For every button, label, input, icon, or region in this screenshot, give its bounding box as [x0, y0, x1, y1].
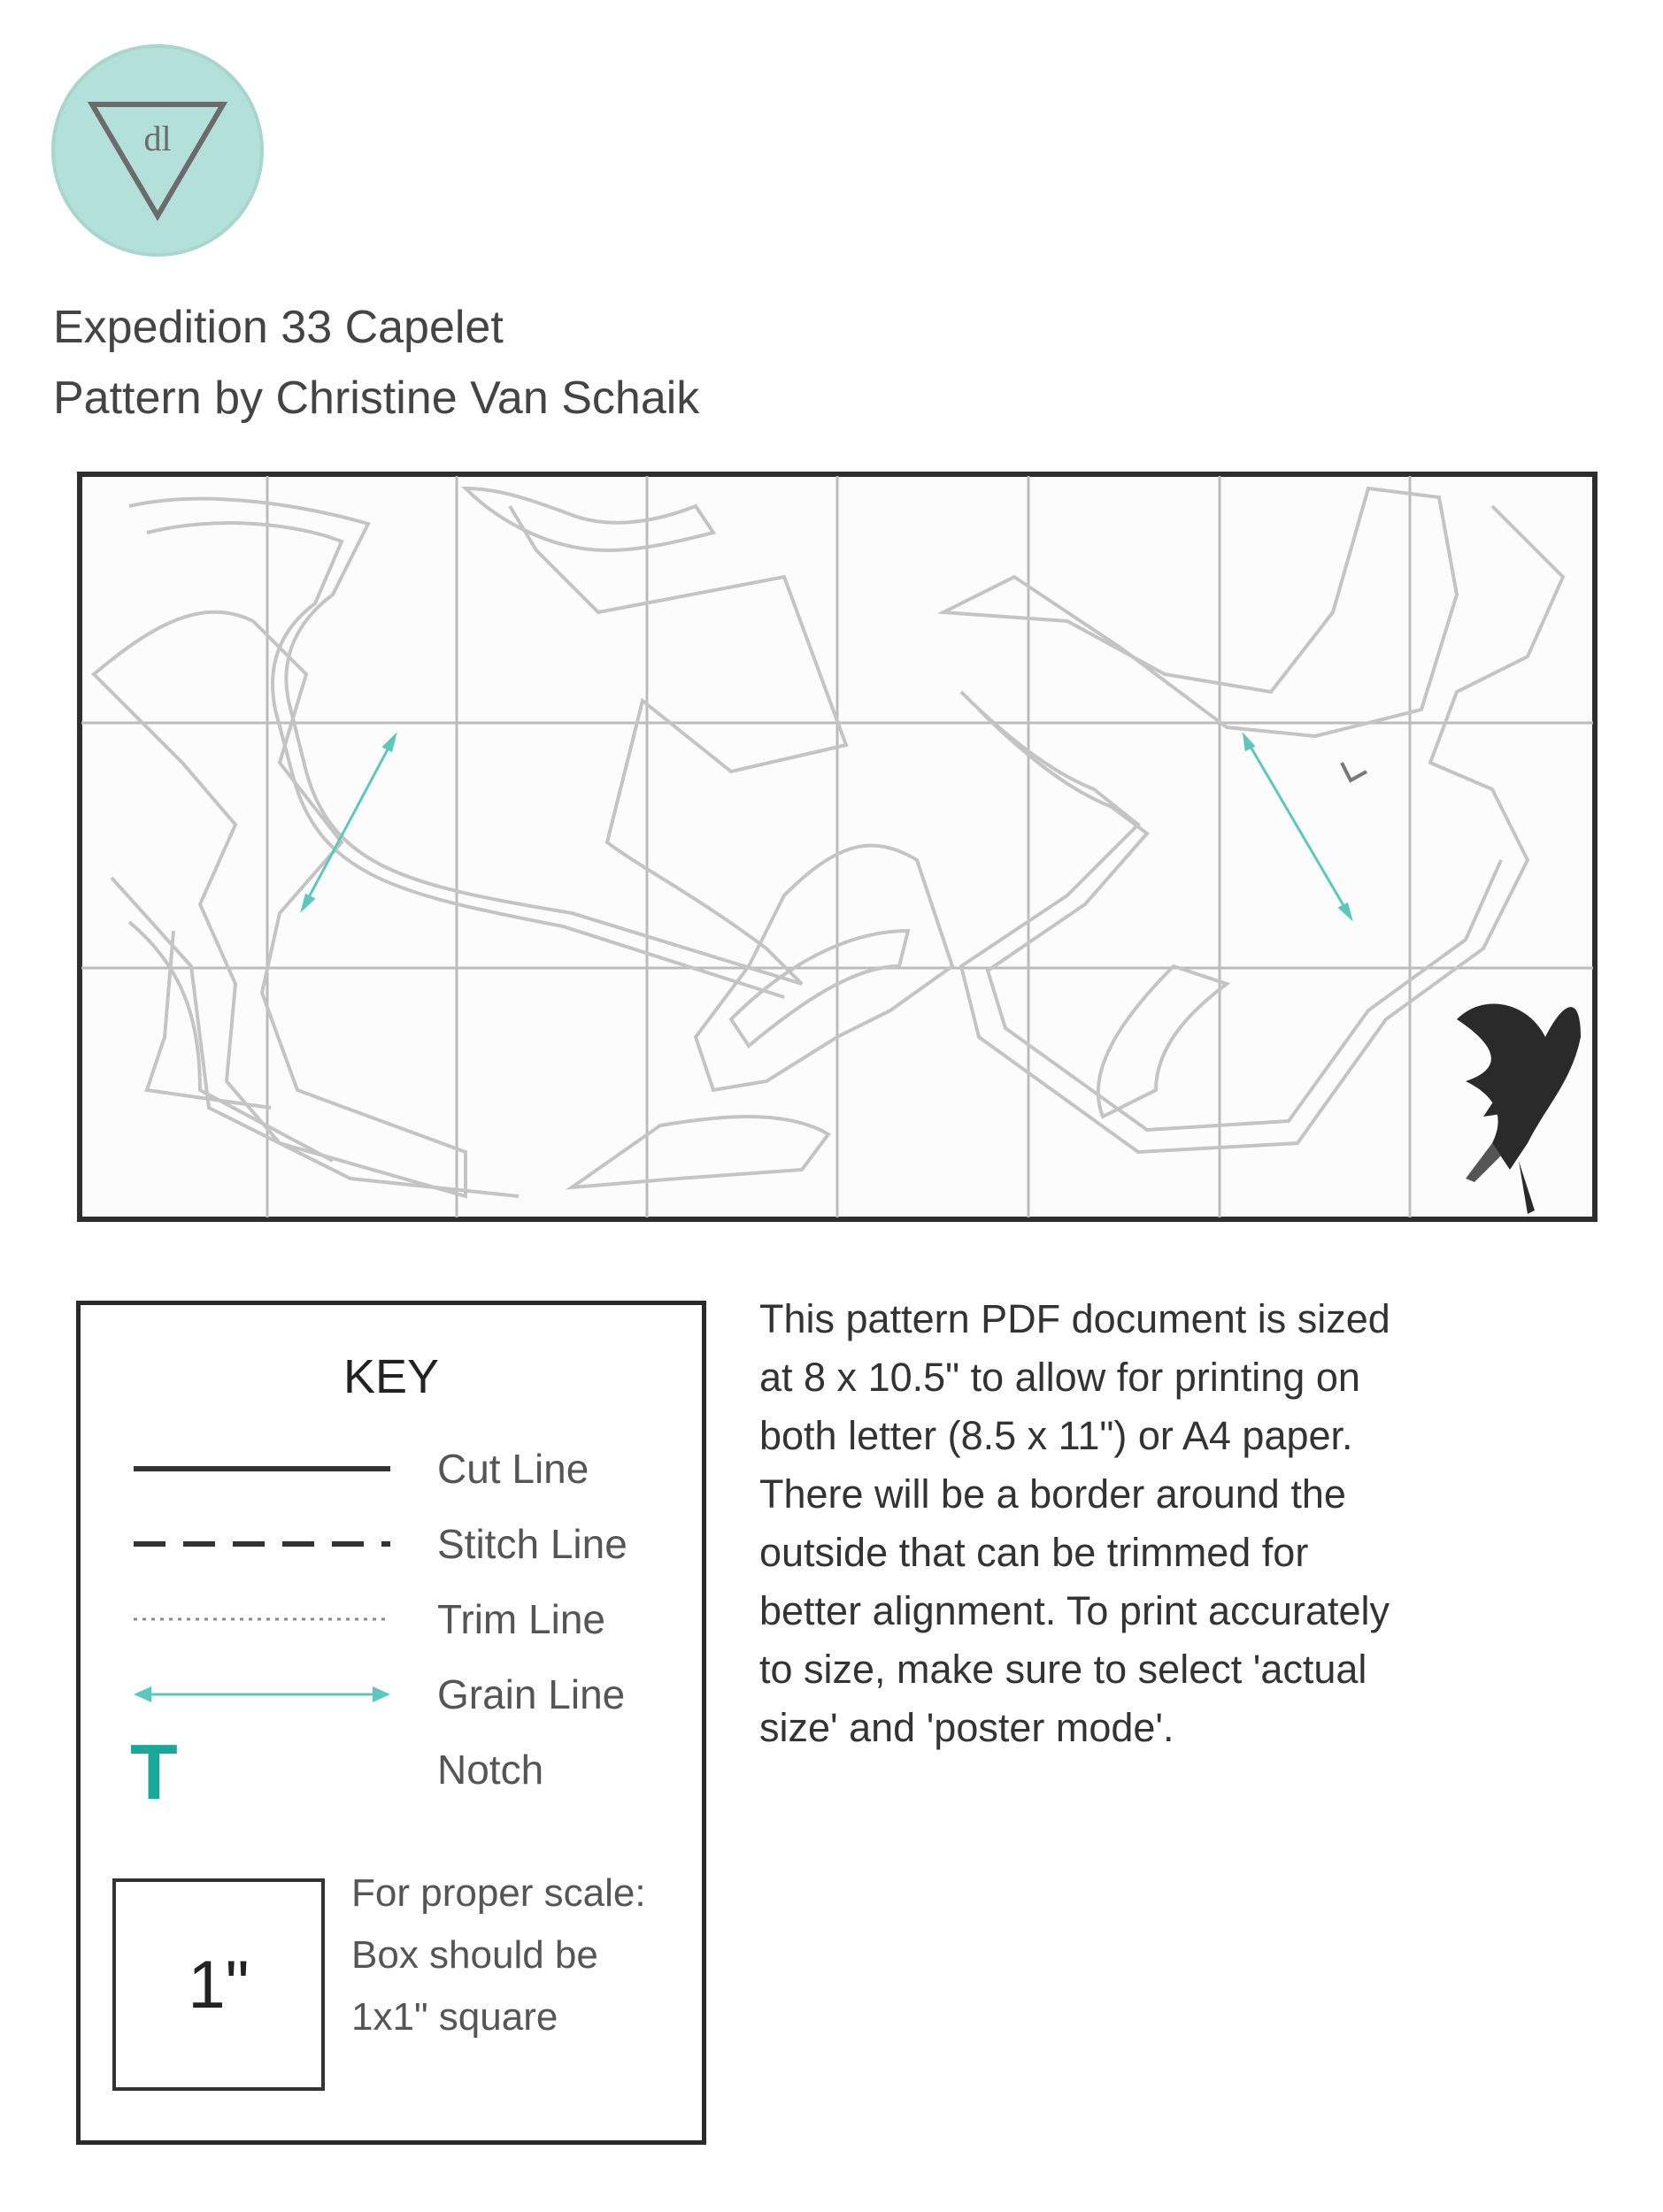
- scale-check-box: [112, 1878, 325, 2091]
- key-row-trim-line: [125, 1588, 674, 1650]
- info-line: This pattern PDF document is sized: [759, 1296, 1390, 1341]
- designer-logo: [50, 42, 266, 258]
- pattern-author: Pattern by Christine Van Schaik: [53, 373, 700, 424]
- scale-text-line: 1x1" square: [351, 1995, 558, 2039]
- info-line: both letter (8.5 x 11") or A4 paper.: [759, 1413, 1353, 1458]
- stitch-line-label: Stitch Line: [437, 1521, 627, 1567]
- printing-instructions: [759, 1290, 1644, 1757]
- grain-line-icon: [125, 1663, 399, 1725]
- key-row-cut-line: [125, 1438, 674, 1500]
- pattern-key-legend: [76, 1301, 706, 2145]
- key-row-grain-line: [125, 1663, 674, 1725]
- notch-label: Notch: [437, 1747, 544, 1793]
- cut-line-sample: [125, 1438, 399, 1500]
- key-row-stitch-line: [125, 1513, 674, 1575]
- key-row-notch: [125, 1739, 674, 1801]
- scale-instructions: [351, 1863, 705, 2048]
- pattern-title: Expedition 33 Capelet: [53, 302, 504, 353]
- info-line: at 8 x 10.5" to allow for printing on: [759, 1355, 1360, 1400]
- grain-line-label: Grain Line: [437, 1671, 626, 1717]
- trim-line-sample: [125, 1588, 399, 1650]
- svg-text:T: T: [130, 1739, 178, 1801]
- logo-text: dl: [143, 119, 172, 158]
- notch-icon: [125, 1739, 399, 1801]
- info-line: to size, make sure to select 'actual: [759, 1647, 1367, 1692]
- stitch-line-sample: [125, 1513, 399, 1575]
- cut-line-label: Cut Line: [437, 1446, 589, 1492]
- info-line: outside that can be trimmed for: [759, 1530, 1309, 1575]
- info-line: size' and 'poster mode'.: [759, 1705, 1174, 1750]
- scale-text-line: For proper scale:: [351, 1871, 646, 1915]
- pattern-layout-overview: [76, 471, 1598, 1223]
- scale-box-label: 1": [188, 1947, 250, 2023]
- key-heading: KEY: [343, 1350, 440, 1403]
- info-line: There will be a border around the: [759, 1471, 1346, 1517]
- info-line: better alignment. To print accurately: [759, 1588, 1390, 1633]
- scale-text-line: Box should be: [351, 1933, 598, 1977]
- trim-line-label: Trim Line: [437, 1596, 605, 1642]
